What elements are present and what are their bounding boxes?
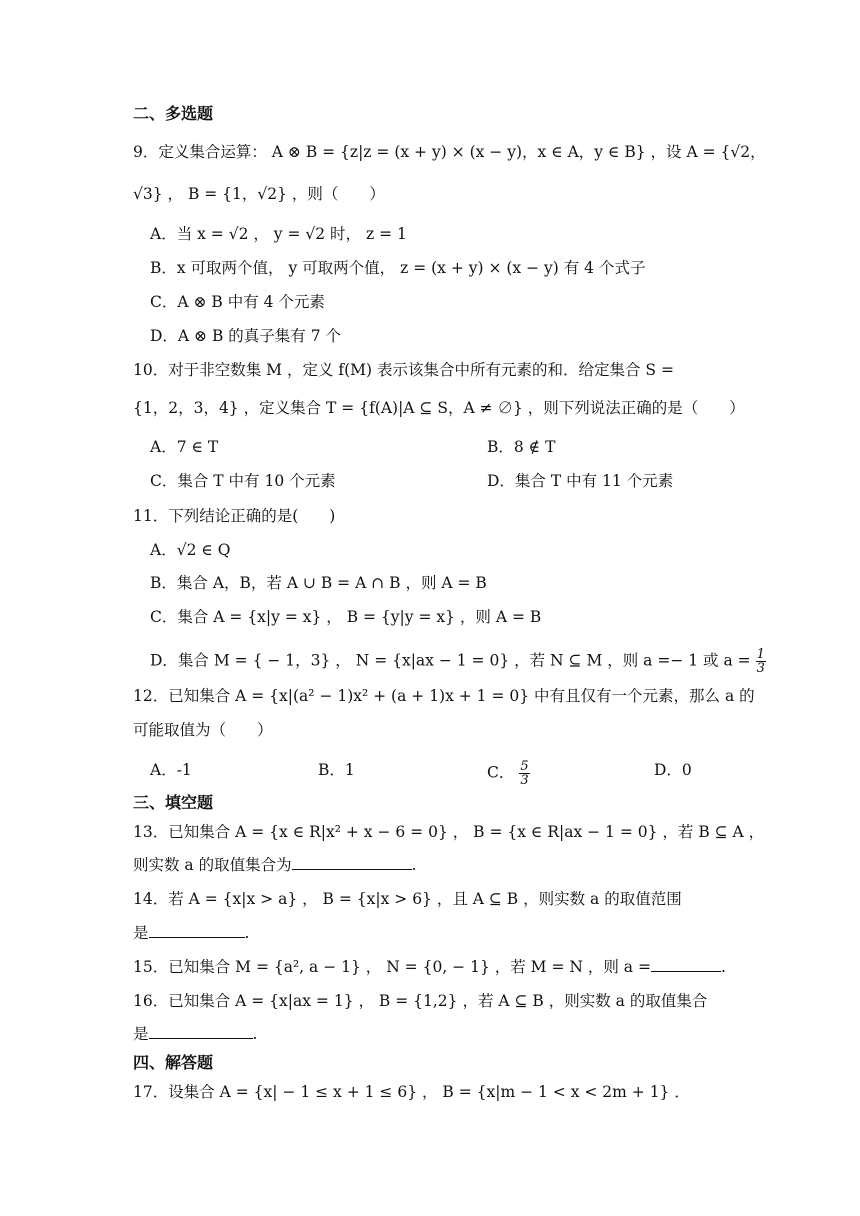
question-9-stem-line1: 9．定义集合运算： A ⊗ B = {z|z = (x + y) × (x − y)，x ∈ A，y ∈ B} ，设 A = {√2， bbox=[133, 143, 766, 161]
question-11-option-c: C．集合 A = {x|y = x} ， B = {y|y = x} ，则 A = B bbox=[150, 608, 542, 626]
question-15-stem bbox=[133, 957, 726, 977]
question-11-option-a: A．√2 ∈ Q bbox=[150, 541, 231, 559]
fraction-numerator: 5 bbox=[520, 759, 529, 774]
question-11-option-d bbox=[150, 648, 766, 675]
question-10-option-a: A．7 ∈ T bbox=[150, 438, 219, 456]
fraction-one-third bbox=[756, 648, 766, 675]
answer-blank[interactable] bbox=[292, 855, 412, 870]
question-12-option-c-label: C． bbox=[487, 763, 515, 782]
question-9-option-a: A．当 x = √2 ， y = √2 时， z = 1 bbox=[150, 225, 407, 243]
question-13-stem-line1: 13．已知集合 A = {x ∈ R|x² + x − 6 = 0} ， B = {x ∈ R|ax − 1 = 0} ，若 B ⊆ A ， bbox=[133, 823, 765, 841]
section-heading-multi-choice: 二、多选题 bbox=[133, 104, 214, 123]
question-10-option-b: B．8 ∉ T bbox=[487, 438, 556, 456]
question-11-option-b: B．集合 A，B，若 A ∪ B = A ∩ B ，则 A = B bbox=[150, 574, 487, 592]
question-12-stem-line2: 可能取值为（ ） bbox=[133, 721, 273, 739]
section-heading-solve: 四、解答题 bbox=[133, 1053, 214, 1072]
question-16-stem-line1: 16．已知集合 A = {x|ax = 1} ， B = {1,2} ，若 A ⊆ B ，则实数 a 的取值集合 bbox=[133, 992, 708, 1010]
question-12-option-a: A．-1 bbox=[150, 761, 192, 779]
question-12-option-c bbox=[487, 760, 530, 787]
period: . bbox=[244, 924, 250, 942]
question-11-option-d-text: D．集合 M = { − 1，3} ， N = {x|ax − 1 = 0} ，若 N ⊆ M ，则 a =− 1 或 a = bbox=[150, 651, 751, 670]
question-10-stem-line1: 10．对于非空数集 M ，定义 f(M) 表示该集合中所有元素的和．给定集合 S = bbox=[133, 361, 674, 379]
question-9-option-c: C．A ⊗ B 中有 4 个元素 bbox=[150, 293, 325, 311]
question-9-option-d: D．A ⊗ B 的真子集有 7 个 bbox=[150, 327, 341, 345]
period: . bbox=[411, 856, 417, 874]
question-12-option-d: D．0 bbox=[654, 761, 692, 779]
answer-blank[interactable] bbox=[651, 957, 721, 972]
question-12-stem-line1: 12．已知集合 A = {x|(a² − 1)x² + (a + 1)x + 1 = 0} 中有且仅有一个元素，那么 a 的 bbox=[133, 687, 755, 705]
question-11-stem: 11．下列结论正确的是( ) bbox=[133, 507, 336, 525]
fraction-five-thirds bbox=[519, 760, 529, 787]
question-13-prompt: 则实数 a 的取值集合为 bbox=[133, 856, 292, 874]
question-14-stem-line2 bbox=[133, 923, 249, 943]
question-16-prompt: 是 bbox=[133, 1025, 149, 1043]
question-15-prompt: 15．已知集合 M = {a², a − 1} ， N = {0, − 1} ，若 M = N ，则 a = bbox=[133, 958, 651, 976]
question-9-stem-line2: √3} ， B = {1，√2} ，则（ ） bbox=[133, 185, 385, 203]
question-14-prompt: 是 bbox=[133, 924, 149, 942]
fraction-denominator: 3 bbox=[520, 773, 529, 788]
question-13-stem-line2 bbox=[133, 855, 417, 875]
question-10-option-d: D．集合 T 中有 11 个元素 bbox=[487, 472, 674, 490]
question-17-stem: 17．设集合 A = {x| − 1 ≤ x + 1 ≤ 6} ， B = {x|m − 1 < x < 2m + 1} ． bbox=[133, 1083, 690, 1101]
period: . bbox=[720, 958, 726, 976]
question-14-stem-line1: 14．若 A = {x|x > a} ， B = {x|x > 6} ，且 A ⊆ B ，则实数 a 的取值范围 bbox=[133, 890, 682, 908]
section-heading-fill-blank: 三、填空题 bbox=[133, 793, 214, 812]
fraction-denominator: 3 bbox=[756, 661, 765, 676]
period: . bbox=[252, 1025, 258, 1043]
question-16-stem-line2 bbox=[133, 1024, 257, 1044]
question-10-stem-line2: {1，2，3，4} ，定义集合 T = {f(A)|A ⊆ S，A ≠ ∅} ，则下列说法正确的是（ ） bbox=[133, 399, 745, 417]
answer-blank[interactable] bbox=[149, 1024, 253, 1039]
question-9-option-b: B．x 可取两个值， y 可取两个值， z = (x + y) × (x − y) 有 4 个式子 bbox=[150, 259, 646, 277]
question-12-option-b: B．1 bbox=[318, 761, 355, 779]
fraction-numerator: 1 bbox=[756, 647, 765, 662]
question-10-option-c: C．集合 T 中有 10 个元素 bbox=[150, 472, 336, 490]
answer-blank[interactable] bbox=[149, 923, 245, 938]
